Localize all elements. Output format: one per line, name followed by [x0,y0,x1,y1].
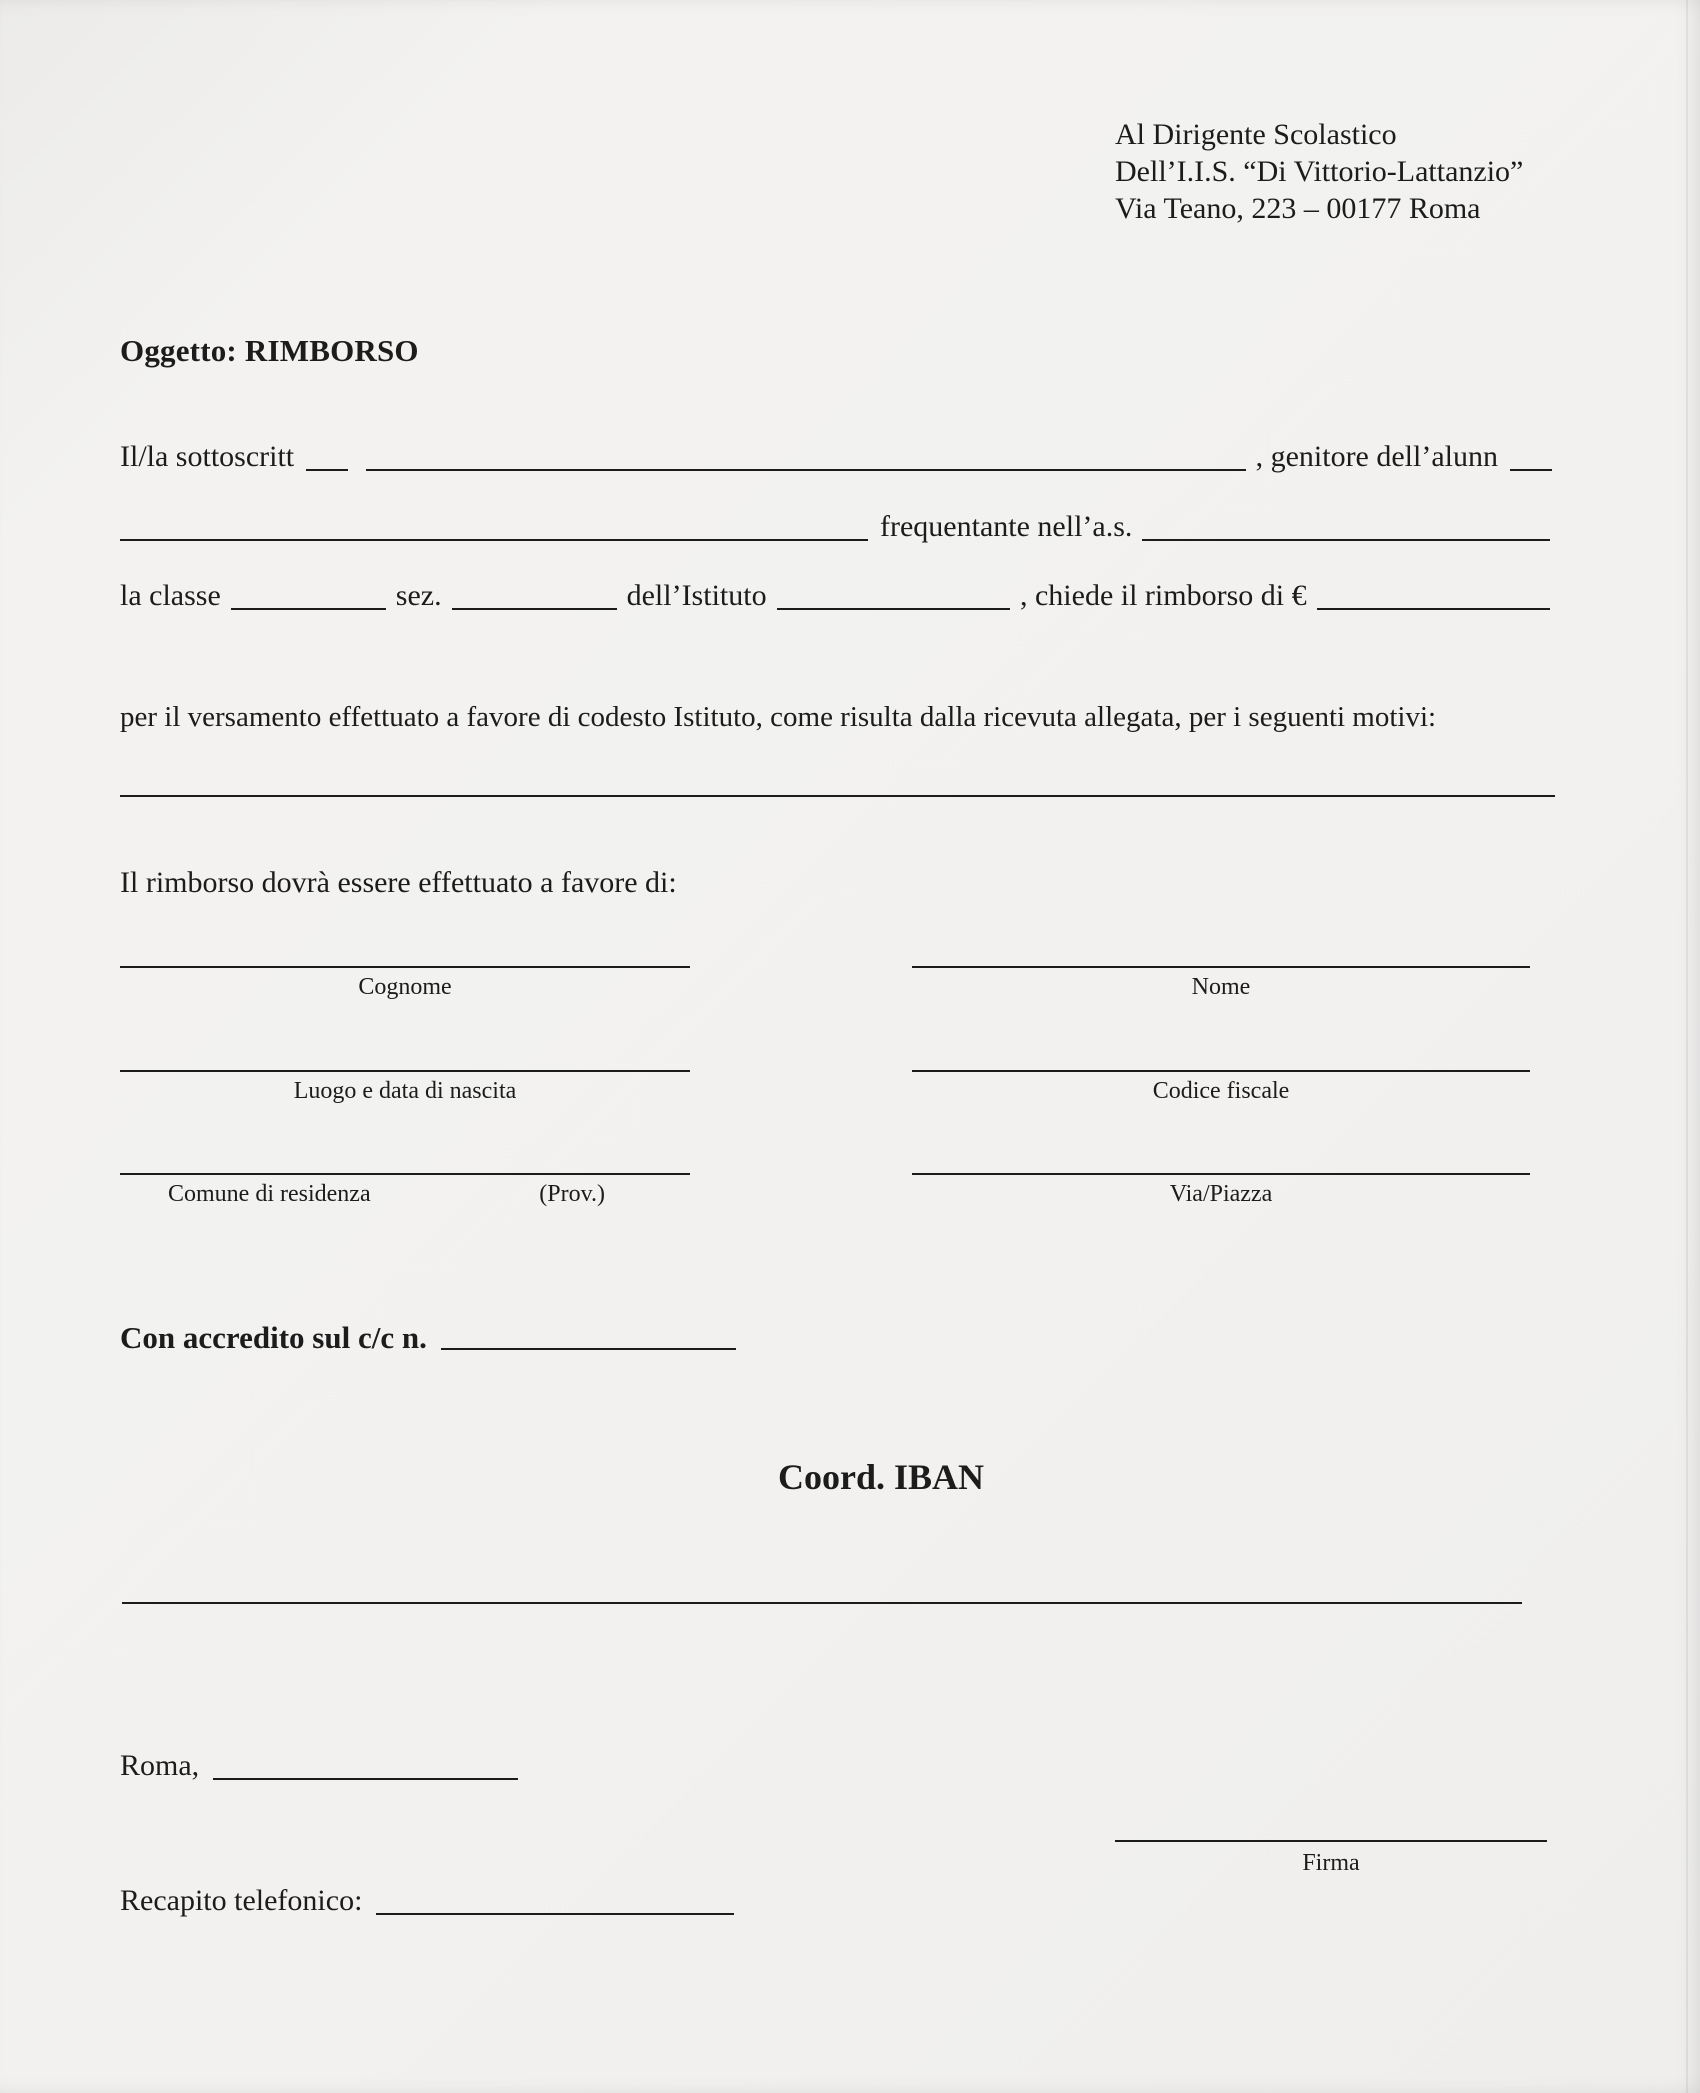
blank-date [213,1778,518,1780]
blank-sezione [452,608,617,610]
blank-student-name [120,539,868,541]
blank-cognome [120,966,690,968]
field-comune-residenza [120,1173,690,1208]
label-luogo-nascita: Luogo e data di nascita [293,1078,517,1104]
phone-line [120,1882,760,1920]
label-cognome: Cognome [358,974,452,1000]
frequentante-label: frequentante nell’a.s. [880,510,1133,543]
phone-label: Recapito telefonico: [120,1884,363,1917]
recipient-line-1: Al Dirigente Scolastico [1115,118,1397,151]
blank-parent-name [366,469,1245,471]
accredito-line [120,1320,770,1356]
recipient-line-3: Via Teano, 223 – 00177 Roma [1115,192,1481,225]
sottoscritt-label: Il/la sottoscritt [120,440,295,473]
scan-crease-artifact [1686,0,1688,2093]
blank-motivi-line [120,795,1555,797]
label-comune-residenza: Comune di residenza [168,1181,371,1207]
rimborso-label: , chiede il rimborso di € [1019,579,1307,612]
genitore-label: , genitore dell’alunn [1255,440,1498,473]
blank-nome [912,966,1530,968]
field-luogo-nascita [120,1070,690,1105]
blank-comune-residenza [120,1173,690,1175]
label-nome: Nome [1191,974,1251,1000]
blank-importo-euro [1317,608,1550,610]
blank-istituto [777,608,1010,610]
accredito-label: Con accredito sul c/c n. [120,1320,427,1355]
istituto-label: dell’Istituto [626,579,767,612]
request-line-1 [120,438,1560,476]
blank-via-piazza [912,1173,1530,1175]
field-cognome [120,966,690,1001]
label-codice-fiscale: Codice fiscale [1152,1078,1290,1104]
blank-luogo-nascita [120,1070,690,1072]
classe-label: la classe [120,579,221,612]
beneficiary-intro: Il rimborso dovrà essere effettuato a favore di: [120,866,677,899]
recipient-address-block [1115,116,1523,227]
blank-iban-line [122,1602,1522,1604]
blank-firma-line [1115,1840,1547,1842]
blank-conto-corrente [441,1348,736,1350]
city-label: Roma, [120,1749,200,1782]
iban-title: Coord. IBAN [777,1457,984,1497]
blank-codice-fiscale [912,1070,1530,1072]
blank-sottoscritt-suffix [306,469,348,471]
motivi-paragraph: per il versamento effettuato a favore di codesto Istituto, come risulta dalla ricevuta allegata, per i seguenti motivi: [120,701,1437,733]
recipient-line-2: Dell’I.I.S. “Di Vittorio-Lattanzio” [1115,155,1524,188]
label-via-piazza: Via/Piazza [1169,1181,1273,1207]
request-line-3 [120,577,1560,615]
label-provincia: (Prov.) [539,1181,605,1207]
blank-phone [376,1913,734,1915]
subject-line: Oggetto: RIMBORSO [120,333,419,368]
field-via-piazza [912,1173,1530,1208]
request-line-2 [120,508,1560,546]
date-line [120,1747,540,1785]
field-nome [912,966,1530,1001]
field-codice-fiscale [912,1070,1530,1105]
blank-school-year [1142,539,1550,541]
firma-label: Firma [1302,1850,1360,1876]
blank-classe [231,608,386,610]
sez-label: sez. [395,579,442,612]
blank-alunn-suffix [1510,469,1552,471]
